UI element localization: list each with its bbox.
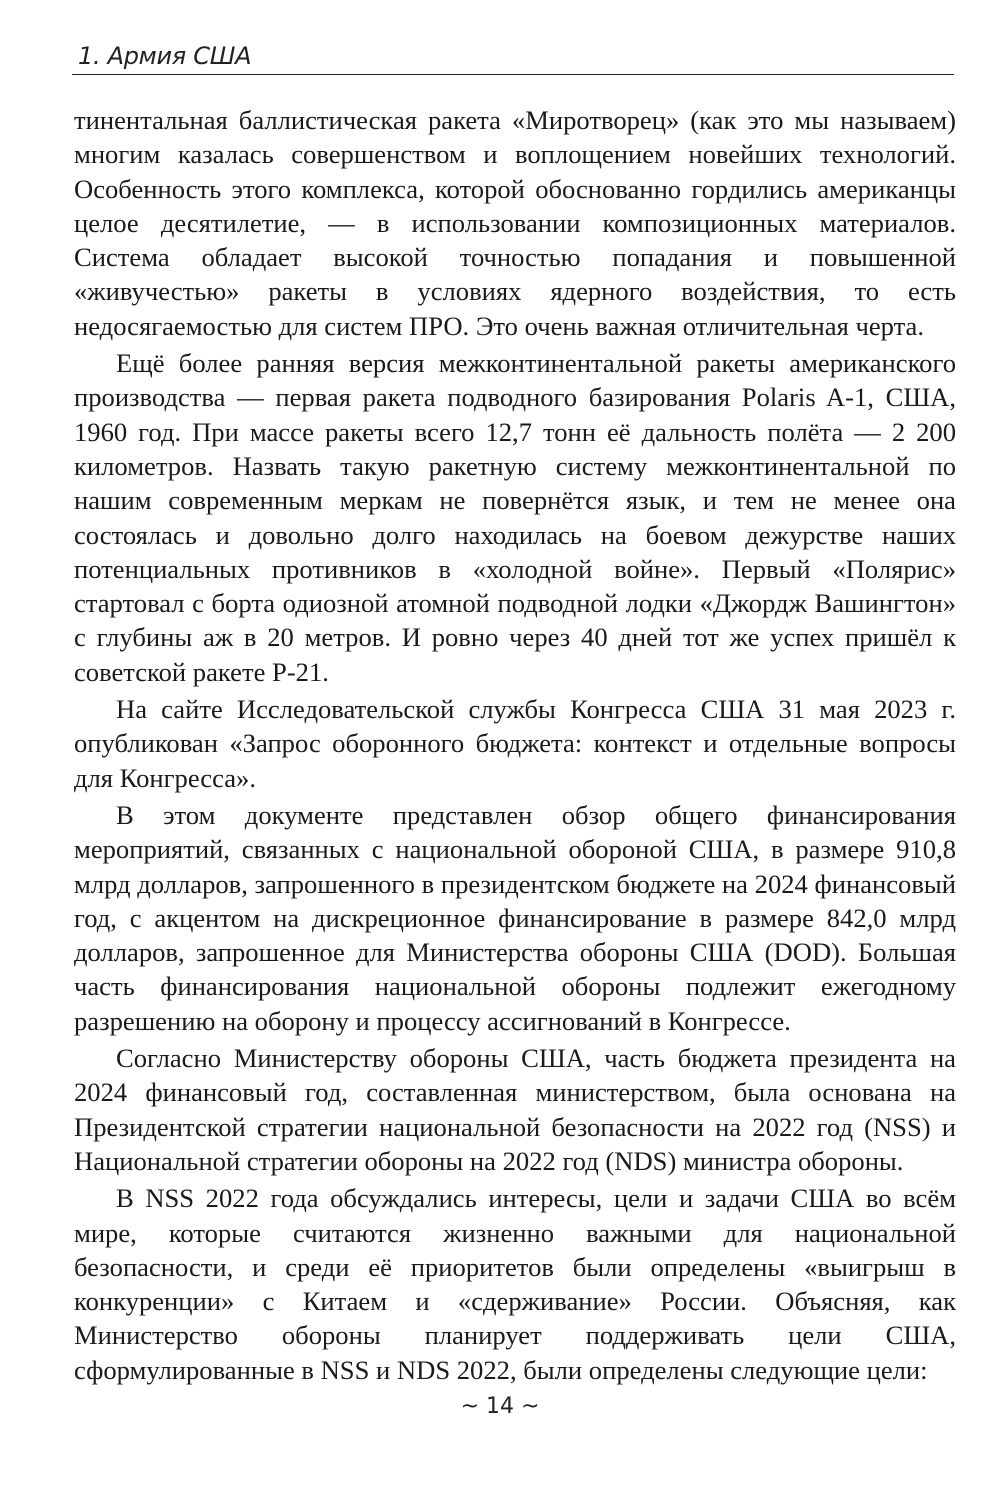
running-head: 1. Армия США bbox=[78, 42, 252, 70]
body-text bbox=[74, 103, 956, 1390]
paragraph: Согласно Министерству обороны США, часть бюджета президента на 2024 финансовый год, составленная министерством, была основана на Президентской стратегии национальной безопасности на 2022 год (NSS) и Национальной стратегии обороны на 2022 год (NDS) министра обороны. bbox=[74, 1043, 956, 1176]
paragraph: В этом документе представлен обзор общего финансирования мероприятий, связанных с национальной обороной США, в размере 910,8 млрд долларов, запрошенного в президентском бюджете на 2024 финансовый год, с акцентом на дискреционное финансирование в размере 842,0 млрд долларов, запрошенное для Министерства обороны США (DOD). Большая часть финансирования национальной обороны подлежит ежегодному разрешению на оборону и процессу ассигнований в Конгрессе. bbox=[74, 799, 956, 1036]
paragraph: В NSS 2022 года обсуждались интересы, цели и задачи США во всём мире, которые считаются жизненно важными для национальной безопасности, и среди её приоритетов были определены «выигрыш в конкуренции» с Китаем и «сдерживание» России. Объясняя, как Министерство обороны планирует поддерживать цели США, сформулированные в NSS и NDS 2022, были определены следующие цели: bbox=[74, 1183, 956, 1385]
paragraph: На сайте Исследовательской службы Конгресса США 31 мая 2023 г. опубликован «Запрос оборонного бюджета: контекст и отдельные вопросы для Конгресса». bbox=[74, 694, 956, 793]
page-number: ~ 14 ~ bbox=[460, 1394, 540, 1419]
paragraph: Ещё более ранняя версия межконтинентальной ракеты американского производства — первая ракета подводного базирования Polaris A-1, США, 1960 год. При массе ракеты всего 12,7 тонн её дальность полёта — 2 200 километров. Назвать такую ракетную систему межконтинентальной по нашим современным меркам не повернётся язык, и тем не менее она состоялась и довольно долго находилась на боевом дежурстве наших потенциальных противников в «холодной войне». Первый «Полярис» стартовал с борта одиозной атомной подводной лодки «Джордж Вашингтон» с глубины аж в 20 метров. И ровно через 40 дней тот же успех пришёл к советской ракете Р-21. bbox=[74, 348, 956, 687]
page-header bbox=[72, 40, 954, 75]
paragraph-continuation: тинентальная баллистическая ракета «Миротворец» (как это мы называем) многим казалась совершенством и воплощением новейших технологий. Особенность этого комплекса, которой обоснованно гордились американцы целое десятилетие, — в использовании композиционных материалов. Система обладает высокой точностью попадания и повышенной «живучестью» ракеты в условиях ядерного воздействия, то есть недосягаемостью для систем ПРО. Это очень важная отличительная черта. bbox=[74, 105, 956, 341]
